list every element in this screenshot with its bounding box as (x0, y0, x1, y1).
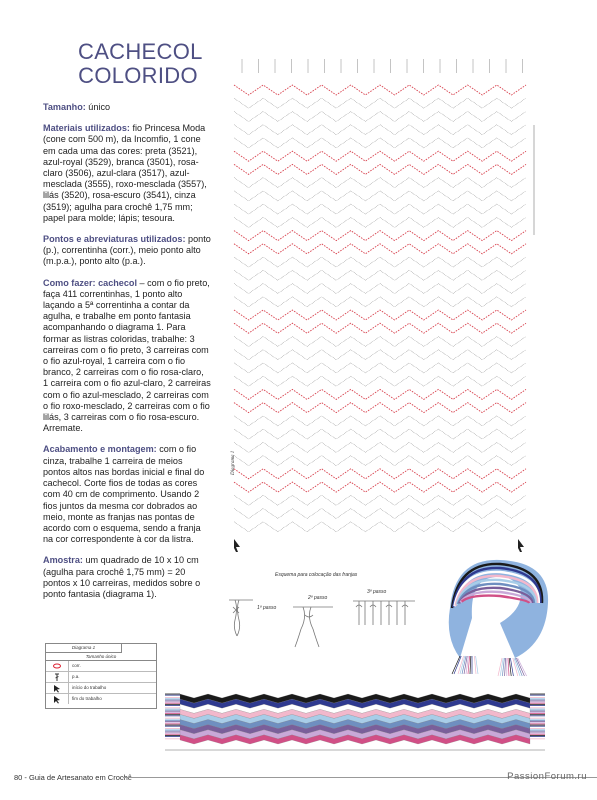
gauge-text: um quadrado de 10 x 10 cm (agulha para crochê 1,75 mm) = 20 pontos x 10 carreiras, medidos sobre o ponto fantasia (diagrama 1). (43, 555, 201, 599)
scarf-fringe (505, 658, 506, 676)
chart-stitch-row (234, 495, 526, 505)
legend-label-dc: p.a. (72, 674, 80, 679)
stripe-schematic-svg (165, 690, 545, 755)
stitches-paragraph (43, 234, 211, 268)
chart-stitch-row (234, 270, 526, 280)
chart-stitch-row (234, 217, 526, 227)
legend-label-start: início do trabalho (72, 685, 107, 690)
title-line-2: COLORIDO (78, 63, 198, 88)
scarf-illustration (430, 548, 560, 678)
fringe-step-3: 3º passo (367, 589, 387, 595)
materials-label: Materiais utilizados: (43, 123, 130, 134)
fringe-title: Esquema para colocação das franjas (275, 572, 358, 578)
scarf-fringe (470, 656, 471, 674)
chart-stitch-row (234, 164, 526, 174)
stitches-text: ponto (p.), correntinha (corr.), meio ponto alto (m.p.a.), ponto alto (p.a.). (43, 234, 211, 267)
chart-stitch-row (234, 429, 526, 439)
chart-stitch-row (234, 337, 526, 347)
legend-label-chain: corr. (72, 663, 81, 668)
footer-text: 80 - Guia de Artesanato em Crochê (14, 773, 132, 782)
chart-stitch-row (234, 297, 526, 307)
finishing-label: Acabamento e montagem: (43, 444, 157, 455)
legend-row-dc (46, 672, 156, 683)
start-arrow-icon (46, 683, 69, 693)
chart-stitch-row (234, 403, 526, 413)
chart-stitch-row (234, 112, 526, 122)
chart-stitch-row (234, 509, 526, 519)
chart-stitch-row (234, 376, 526, 386)
legend-label-end: fim do trabalho (72, 696, 102, 701)
chart-stitch-row (234, 85, 526, 95)
chart-stitch-row (234, 204, 526, 214)
legend-row-end (46, 694, 156, 704)
materials-paragraph (43, 123, 211, 224)
chart-stitch-row (234, 522, 526, 532)
chart-stitch-row (234, 350, 526, 360)
chart-stitch-row (234, 416, 526, 426)
chart-stitch-row (234, 151, 526, 161)
legend-row-chain (46, 661, 156, 672)
legend-table (45, 643, 157, 709)
chart-stitch-row (234, 482, 526, 492)
chain-symbol-icon (46, 661, 69, 671)
chart-stitch-row (234, 244, 526, 254)
size-paragraph (43, 102, 211, 113)
chart-stitch-row (234, 323, 526, 333)
crochet-diagram (226, 55, 540, 560)
double-crochet-symbol-icon (46, 672, 69, 682)
watermark: PassionForum.ru (507, 771, 587, 782)
page-title (78, 39, 203, 88)
page-footer (0, 771, 597, 787)
chart-stitch-row (234, 310, 526, 320)
chart-stitch-row (234, 98, 526, 108)
how-to-text: – com o fio preto, faça 411 correntinhas, 1 ponto alto laçando a 5ª correntinha a contar da agulha, e trabalhe em ponto fantasia acompanhando o diagrama 1. Para formar as listras coloridas, trabalhe: 3 carreiras com o fio preto, 3 carreiras com o fio azul-royal, 1 carreira com o fio branco, 2 carreiras com o fio rosa-claro, 1 carreira com o fio azul-claro, 2 carreiras com o fio azul-mesclado, 2 carreiras com o fio roxo-mesclado, 2 carreiras com o fio lilás, 3 carreiras com o fio rosa-escuro. Arremate. (43, 277, 211, 434)
finishing-text: com o fio cinza, trabalhe 1 carreira de meios pontos altos nas bordas inicial e final do cachecol. Corte fios de todas as cores com 40 cm de comprimento. Usando 2 fios juntos da mesma cor dobrados ao meio, monte as franjas nas pontas de acordo com o esquema, sendo a franja na cor correspondente à cor da listra. (43, 444, 205, 545)
scarf-fringe (516, 658, 524, 676)
chart-stitch-row (234, 178, 526, 188)
fringe-scheme (225, 567, 425, 657)
end-arrow-icon (46, 694, 69, 704)
chart-stitch-row (234, 284, 526, 294)
fringe-step-1: 1º passo (257, 605, 277, 611)
chart-stitch-row (234, 125, 526, 135)
chart-stitch-row (234, 257, 526, 267)
fringe-illustration (225, 567, 425, 657)
chart-stitch-row (234, 191, 526, 201)
gauge-label: Amostra: (43, 555, 83, 566)
scarf-stripe-schematic (165, 690, 545, 755)
chart-stitch-rows (234, 59, 534, 552)
chart-stitch-row (234, 231, 526, 241)
how-to-paragraph (43, 278, 211, 435)
diagram-side-label: Diagrama 1 (231, 450, 236, 475)
chart-arrow-icon (234, 539, 240, 552)
scarf-body (449, 560, 548, 658)
chart-stitch-row (234, 389, 526, 399)
finishing-paragraph (43, 444, 211, 545)
chart-stitch-row (234, 442, 526, 452)
fringe-step-2: 2º passo (308, 595, 328, 601)
legend-row-start (46, 683, 156, 694)
materials-text: fio Princesa Moda (cone com 500 m), da Incomfio, 1 cone em cada uma das cores: preta (3521), azul-royal (3529), branca (3501), rosa-claro (3506), azul-clara (3517), azul-mesclada (3555), roxo-mesclada (3557), lilás (3520), rosa-escuro (3541), cinza (3519); agulha para crochê 1,75 mm; papel para molde; lápis; tesoura. (43, 123, 207, 223)
gauge-paragraph (43, 555, 211, 600)
size-label: Tamanho: (43, 102, 86, 112)
legend-subtitle: Tamanho único (46, 653, 156, 661)
crochet-chart-svg (226, 55, 540, 560)
scarf-photo (430, 548, 560, 678)
title-line-1: CACHECOL (78, 39, 203, 64)
stitches-label: Pontos e abreviaturas utilizados: (43, 234, 186, 245)
size-text: único (85, 102, 111, 112)
chart-stitch-row (234, 469, 526, 479)
chart-stitch-row (234, 363, 526, 373)
scarf-fringe (508, 658, 509, 676)
scarf-fringe (454, 656, 461, 674)
scarf-fringe (473, 656, 474, 674)
chart-stitch-row (234, 138, 526, 148)
legend-title: Diagrama 1 (46, 644, 122, 653)
chart-stitch-row (234, 456, 526, 466)
instructions-column (43, 102, 211, 610)
how-to-label: Como fazer: cachecol (43, 277, 137, 288)
